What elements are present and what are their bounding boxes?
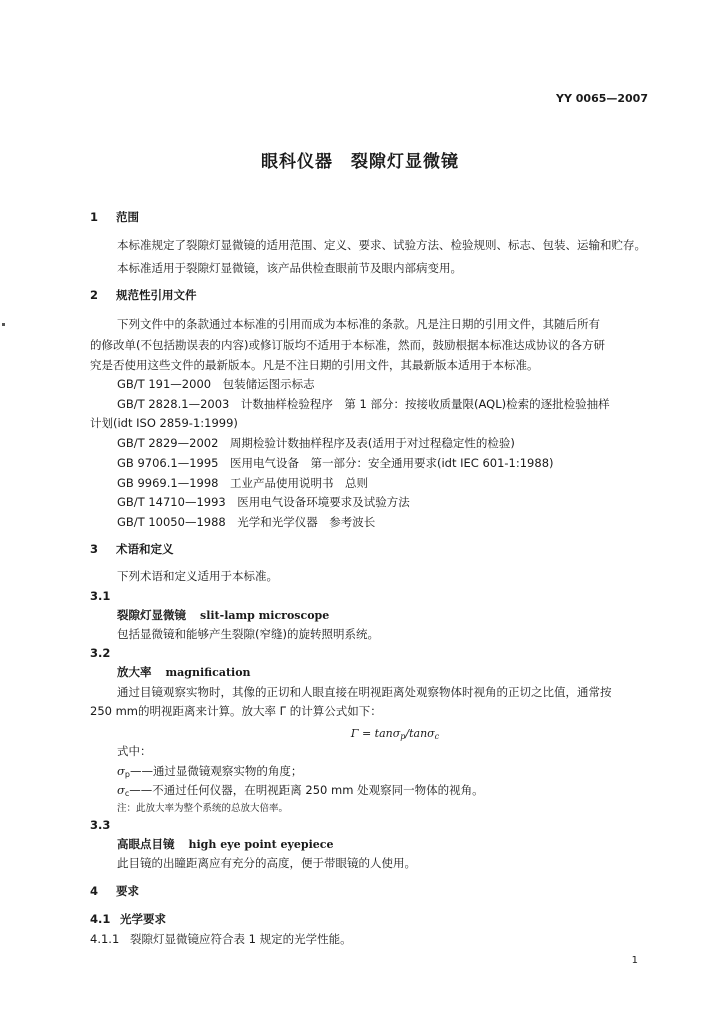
term-definition: 此目镜的出瞳距离应有充分的高度，便于带眼镜的人使用。 xyxy=(117,856,416,870)
term-definition-line: 通过目镜观察实物时，其像的正切和人眼直接在明视距离处观察物体时视角的正切之比值，通常按 xyxy=(117,685,612,699)
where-label: 式中： xyxy=(117,744,152,758)
magnification-formula: Γ = tanσ$_p$/tanσ$_c$ xyxy=(350,727,440,741)
page-title: 眼科仪器 裂隙灯显微镜 xyxy=(261,152,459,172)
term-number: 3.3 xyxy=(90,818,111,832)
reference-item: GB/T 14710—1993 医用电气设备环境要求及试验方法 xyxy=(117,495,410,509)
paragraph: 本标准规定了裂隙灯显微镜的适用范围、定义、要求、试验方法、检验规则、标志、包装、运输和贮存。 xyxy=(117,238,646,252)
reference-item: GB/T 2829—2002 周期检验计数抽样程序及表(适用于对过程稳定性的检验) xyxy=(117,436,515,450)
reference-item: GB/T 191—2000 包装储运图示标志 xyxy=(117,377,315,391)
term-definition: 包括显微镜和能够产生裂隙(窄缝)的旋转照明系统。 xyxy=(117,627,379,641)
reference-item-continued: 计划(idt ISO 2859-1:1999) xyxy=(90,416,238,430)
section-title: 规范性引用文件 xyxy=(116,288,197,302)
section-title: 术语和定义 xyxy=(116,542,174,556)
section-1-heading xyxy=(90,211,139,225)
reference-item: GB/T 2828.1—2003 计数抽样检验程序 第 1 部分：按接收质量限(AQL)检索的逐批检验抽样 xyxy=(117,397,610,411)
section-number: 3 xyxy=(90,542,99,556)
section-2-heading xyxy=(90,289,197,303)
reference-item: GB 9706.1—1995 医用电气设备 第一部分：安全通用要求(idt IEC 601-1:1988) xyxy=(117,456,554,470)
term-heading xyxy=(117,609,329,623)
subsection-heading: 4.1 光学要求 xyxy=(90,912,166,926)
section-title: 范围 xyxy=(116,210,139,224)
variable-definition: $\sigma_c——$不通过任何仪器，在明视距离 250 mm 处观察同一物体的视角。 xyxy=(117,783,484,798)
section-number: 1 xyxy=(90,210,99,224)
section-number: 2 xyxy=(90,288,99,302)
paragraph-line: 究是否使用这些文件的最新版本。凡是不注日期的引用文件，其最新版本适用于本标准。 xyxy=(90,358,539,372)
term-heading xyxy=(117,838,333,852)
term-number: 3.1 xyxy=(90,589,111,603)
term-en: slit-lamp microscope xyxy=(200,609,330,622)
term-zh: 放大率 xyxy=(117,665,152,679)
standard-number: YY 0065—2007 xyxy=(556,92,648,105)
term-en: magnification xyxy=(165,666,251,679)
paragraph-line: 的修改单(不包括勘误表的内容)或修订版均不适用于本标准，然而，鼓励根据本标准达成协议的各方研 xyxy=(90,338,605,352)
term-number: 3.2 xyxy=(90,646,111,660)
reference-item: GB/T 10050—1988 光学和光学仪器 参考波长 xyxy=(117,515,376,529)
note: 注：此放大率为整个系统的总放大倍率。 xyxy=(117,803,289,814)
section-4-heading xyxy=(90,885,139,899)
variable-definition: $\sigma_p——$通过显微镜观察实物的角度； xyxy=(117,764,303,779)
term-definition-line: 250 mm的明视距离来计算。放大率 Γ 的计算公式如下： xyxy=(90,704,382,718)
reference-item: GB 9969.1—1998 工业产品使用说明书 总则 xyxy=(117,476,368,490)
term-en: high eye point eyepiece xyxy=(188,838,334,851)
section-title: 要求 xyxy=(116,884,139,898)
page-number: 1 xyxy=(631,955,638,966)
paragraph-line: 下列文件中的条款通过本标准的引用而成为本标准的条款。凡是注日期的引用文件，其随后所有 xyxy=(117,317,600,331)
term-heading xyxy=(117,666,251,680)
clause: 4.1.1 裂隙灯显微镜应符合表 1 规定的光学性能。 xyxy=(90,932,352,946)
term-zh: 裂隙灯显微镜 xyxy=(117,608,186,622)
term-zh: 高眼点目镜 xyxy=(117,837,175,851)
paragraph: 本标准适用于裂隙灯显微镜，该产品供检查眼前节及眼内部病变用。 xyxy=(117,261,462,275)
section-3-heading xyxy=(90,543,174,557)
scan-mark xyxy=(2,323,5,326)
paragraph: 下列术语和定义适用于本标准。 xyxy=(117,569,278,583)
section-number: 4 xyxy=(90,884,99,898)
